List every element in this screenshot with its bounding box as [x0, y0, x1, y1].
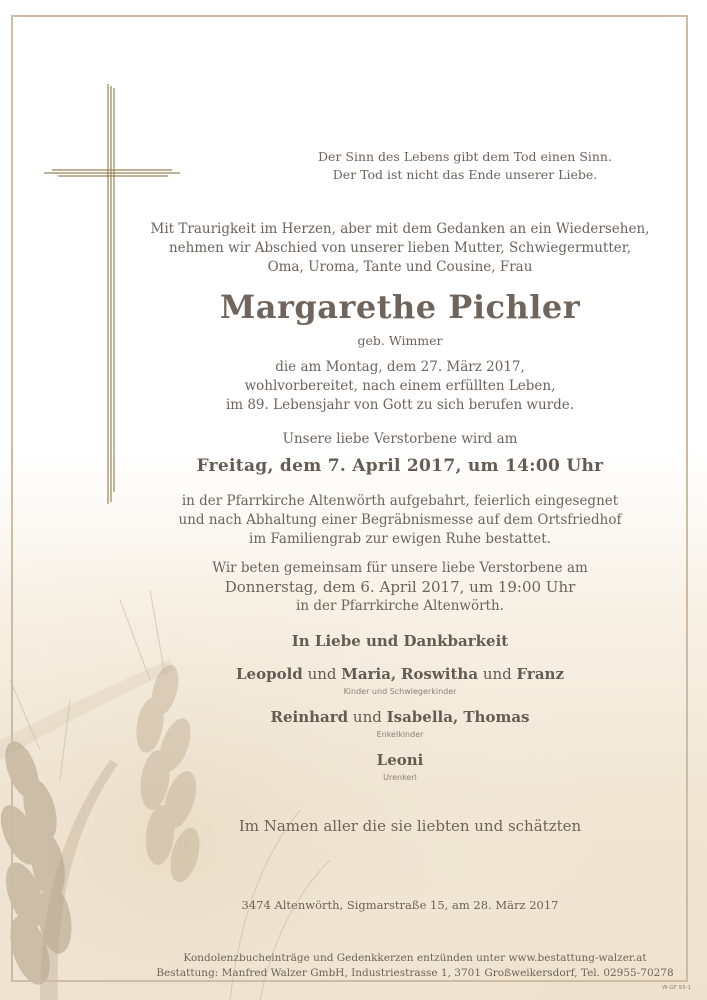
closing-line: Im Namen aller die sie liebten und schätzten	[238, 817, 582, 835]
conjunction: und	[307, 665, 337, 683]
intro-text	[150, 220, 650, 277]
funeral-place-line: in der Pfarrkirche Altenwörth aufgebahrt, feierlich eingesegnet	[181, 493, 619, 509]
mourner-group-great-grandchildren	[150, 751, 650, 769]
quote-line: Der Tod ist nicht das Ende unserer Liebe.	[332, 167, 598, 182]
death-line: die am Montag, dem 27. März 2017,	[275, 359, 525, 375]
mourner-name: Leoni	[376, 751, 424, 769]
prayer-text	[150, 559, 650, 616]
funeral-place-line: und nach Abhaltung einer Begräbnismesse auf dem Ortsfriedhof	[178, 512, 622, 528]
intro-line: nehmen wir Abschied von unserer lieben Mutter, Schwiegermutter,	[168, 240, 632, 256]
prayer-date: Donnerstag, dem 6. April 2017, um 19:00 Uhr	[224, 578, 576, 596]
quote-line: Der Sinn des Lebens gibt dem Tod einen Sinn.	[318, 149, 612, 164]
mourner-group-children: Leopold und Maria, Roswitha und Franz	[236, 665, 564, 683]
mourner-group-grandchildren	[150, 708, 650, 726]
mourner-name: Isabella, Thomas	[386, 708, 530, 726]
death-line: im 89. Lebensjahr von Gott zu sich berufen wurde.	[225, 397, 575, 413]
funeral-place	[150, 492, 650, 549]
mourner-name: Roswitha	[400, 665, 479, 683]
funeral-place-line: im Familiengrab zur ewigen Ruhe bestattet.	[249, 531, 551, 547]
prayer-line: in der Pfarrkirche Altenwörth.	[296, 598, 504, 614]
funeral-date: Freitag, dem 7. April 2017, um 14:00 Uhr	[196, 456, 604, 476]
prayer-line: Wir beten gemeinsam für unsere liebe Verstorbene am	[212, 560, 588, 576]
address-date: 3474 Altenwörth, Sigmarstraße 15, am 28. März 2017	[241, 898, 559, 912]
deceased-name: Margarethe Pichler	[219, 288, 581, 326]
mourner-name: Reinhard	[270, 708, 349, 726]
mourner-name: Franz	[516, 665, 564, 683]
funeral-lead: Unsere liebe Verstorbene wird am	[282, 431, 518, 447]
mourners-heading: In Liebe und Dankbarkeit	[291, 632, 509, 650]
intro-line: Oma, Uroma, Tante und Cousine, Frau	[267, 259, 533, 275]
footer	[150, 951, 680, 981]
mourner-name: Maria	[341, 665, 391, 683]
death-text	[150, 358, 650, 415]
footer-line: Kondolenzbucheinträge und Gedenkkerzen entzünden unter www.bestattung-walzer.at	[183, 952, 647, 964]
footer-line: Bestattung: Manfred Walzer GmbH, Industriestrasse 1, 3701 Großweikersdorf, Tel. 02955-70278	[156, 967, 674, 979]
quote	[300, 148, 630, 184]
relation-label: Urenkerl	[383, 773, 417, 782]
mourner-name: Leopold	[236, 665, 303, 683]
relation-label: Kinder und Schwiegerkinder	[343, 687, 457, 696]
conjunction: und	[352, 708, 382, 726]
relation-label: Enkelkinder	[376, 730, 424, 739]
conjunction: und	[482, 665, 512, 683]
death-line: wohlvorbereitet, nach einem erfüllten Leben,	[244, 378, 556, 394]
intro-line: Mit Traurigkeit im Herzen, aber mit dem Gedanken an ein Wiedersehen,	[150, 221, 650, 237]
birth-name: geb. Wimmer	[357, 333, 443, 348]
print-code: W-GF 93-1	[661, 985, 691, 991]
